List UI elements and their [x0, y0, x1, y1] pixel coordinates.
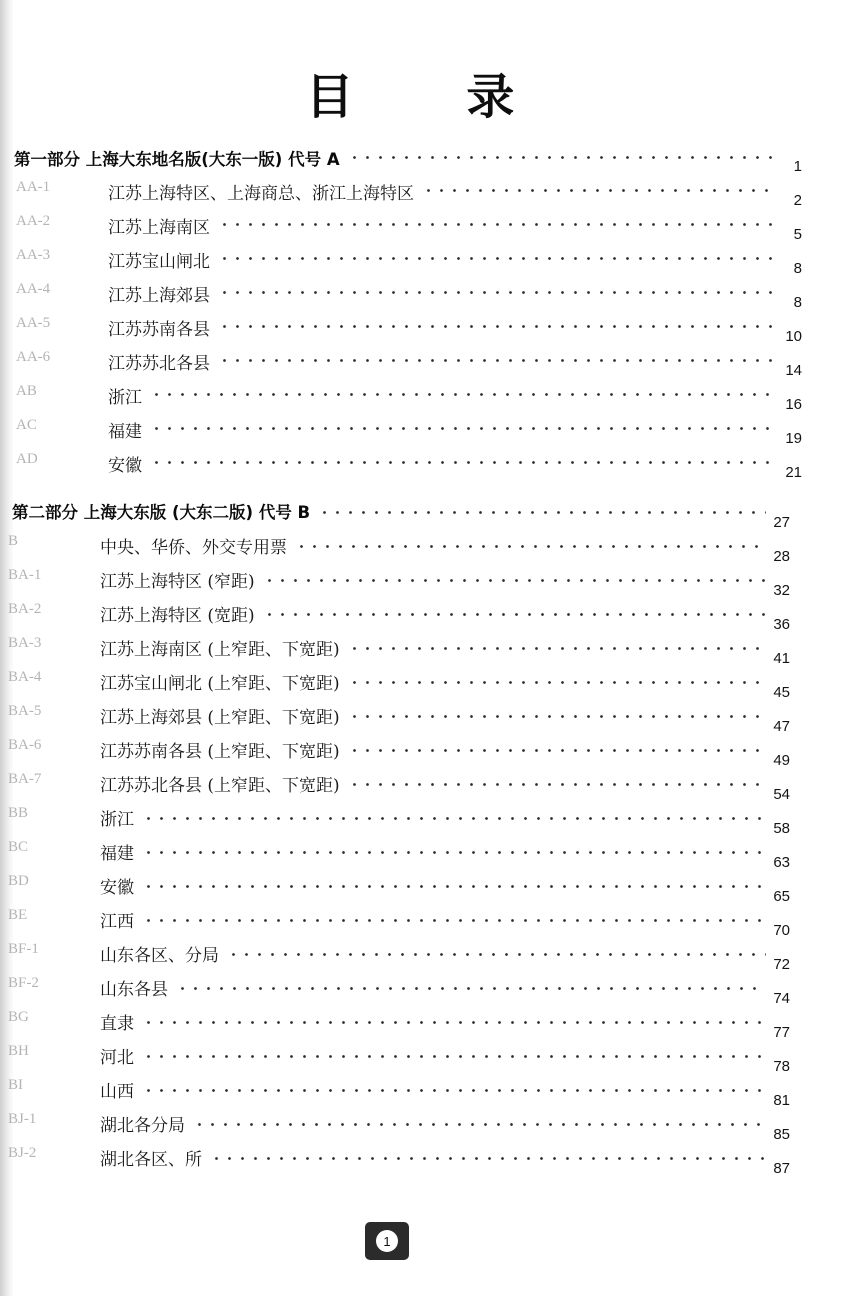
toc-entry	[0, 839, 863, 873]
toc-entry-label: 江苏宝山闸北 (上窄距、下宽距)	[100, 674, 340, 694]
dot-leader	[348, 647, 766, 650]
toc-page-number: 1	[793, 158, 802, 175]
dot-leader	[142, 851, 766, 854]
toc-entry	[0, 213, 863, 247]
toc-page-number: 78	[773, 1058, 790, 1075]
dot-leader	[193, 1123, 766, 1126]
toc-entry-code: BC	[8, 839, 29, 855]
toc-entry-label: 湖北各区、所	[100, 1150, 202, 1170]
toc-entry-label: 江苏苏北各县	[108, 354, 210, 374]
toc-page-number: 81	[773, 1092, 790, 1109]
dot-leader	[142, 1055, 766, 1058]
toc-page-number: 8	[793, 294, 802, 311]
toc-page-number: 19	[785, 430, 802, 447]
toc-entry-label: 山西	[100, 1082, 134, 1102]
toc-page-number: 28	[773, 548, 790, 565]
toc-entry	[0, 349, 863, 383]
toc-page-number: 45	[773, 684, 790, 701]
toc-entry-code: BA-7	[8, 771, 42, 787]
dot-leader	[150, 393, 778, 396]
toc-entry	[0, 941, 863, 975]
toc-entry-label: 江苏苏南各县	[108, 320, 210, 340]
toc-entry	[0, 1145, 863, 1179]
toc-entry-code: BJ-1	[8, 1111, 37, 1127]
dot-leader	[218, 223, 778, 226]
toc-entry-label: 浙江	[108, 388, 142, 408]
toc-page-number: 10	[785, 328, 802, 345]
toc-entry-label: 湖北各分局	[100, 1116, 185, 1136]
dot-leader	[422, 189, 778, 192]
dot-leader	[218, 359, 778, 362]
toc-entry-code: AA-1	[16, 179, 51, 195]
dot-leader	[348, 681, 766, 684]
toc-page-number: 70	[773, 922, 790, 939]
toc-entry-label: 中央、华侨、外交专用票	[100, 538, 287, 558]
toc-entry-code: BA-2	[8, 601, 42, 617]
toc-entry	[0, 975, 863, 1009]
toc-page-number: 58	[773, 820, 790, 837]
dot-leader	[318, 511, 766, 514]
dot-leader	[150, 461, 778, 464]
toc-entry	[0, 635, 863, 669]
toc-page-number: 36	[773, 616, 790, 633]
toc-page-number: 72	[773, 956, 790, 973]
toc-entry-label: 江苏宝山闸北	[108, 252, 210, 272]
toc-entry-code: BH	[8, 1043, 29, 1059]
toc-entry	[0, 315, 863, 349]
toc-entry	[0, 873, 863, 907]
toc-entry-code: BF-2	[8, 975, 39, 991]
toc-entry-label: 山东各县	[100, 980, 168, 1000]
dot-leader	[210, 1157, 766, 1160]
dot-leader	[348, 156, 778, 159]
dot-leader	[295, 545, 766, 548]
toc-entry-code: BJ-2	[8, 1145, 37, 1161]
toc-entry	[0, 771, 863, 805]
toc-entry-code: BB	[8, 805, 29, 821]
toc-entry-label: 江苏上海郊县	[108, 286, 210, 306]
toc-page-number: 32	[773, 582, 790, 599]
toc-part-title: 第二部分 上海大东版 (大东二版) 代号 B	[12, 503, 311, 522]
toc-page-number: 87	[773, 1160, 790, 1177]
toc-entry	[0, 1043, 863, 1077]
dot-leader	[142, 1089, 766, 1092]
toc-entry-code: BI	[8, 1077, 23, 1093]
dot-leader	[176, 987, 766, 990]
toc-entry-code: BA-4	[8, 669, 42, 685]
dot-leader	[263, 579, 766, 582]
toc-entry	[0, 179, 863, 213]
toc-entry-label: 直隶	[100, 1014, 134, 1034]
toc-entry-code: AB	[16, 383, 37, 399]
toc-entry	[0, 907, 863, 941]
toc-page-number: 2	[793, 192, 802, 209]
toc-entry-label: 河北	[100, 1048, 134, 1068]
dot-leader	[348, 749, 766, 752]
toc-entry-label: 安徽	[108, 456, 142, 476]
toc-entry-code: BE	[8, 907, 28, 923]
toc-page-number: 54	[773, 786, 790, 803]
toc-entry-label: 江苏苏南各县 (上窄距、下宽距)	[100, 742, 340, 762]
toc-page-number: 27	[773, 514, 790, 531]
toc-page-number: 41	[773, 650, 790, 667]
dot-leader	[348, 783, 766, 786]
toc-entry-code: AA-3	[16, 247, 51, 263]
toc-entry-code: AA-2	[16, 213, 51, 229]
dot-leader	[218, 257, 778, 260]
toc-entry-label: 安徽	[100, 878, 134, 898]
toc-entry	[0, 1111, 863, 1145]
dot-leader	[142, 1021, 766, 1024]
toc-entry-label: 江苏上海南区	[108, 218, 210, 238]
toc-entry	[0, 247, 863, 281]
toc-entry	[0, 417, 863, 451]
dot-leader	[218, 325, 778, 328]
toc-part-title: 第一部分 上海大东地名版(大东一版) 代号 A	[14, 150, 340, 169]
toc-page-number: 74	[773, 990, 790, 1007]
toc-entry	[0, 669, 863, 703]
page-number: 1	[376, 1230, 398, 1252]
toc-entry-code: BA-1	[8, 567, 42, 583]
toc-entry-label: 江苏上海特区 (宽距)	[100, 606, 255, 626]
toc-entry	[0, 383, 863, 417]
toc-entry-code: AA-6	[16, 349, 51, 365]
toc-entry-label: 福建	[100, 844, 134, 864]
toc-entry-label: 江苏上海郊县 (上窄距、下宽距)	[100, 708, 340, 728]
toc-entry-label: 山东各区、分局	[100, 946, 219, 966]
toc-entry-code: AA-4	[16, 281, 51, 297]
toc-entry-code: AD	[16, 451, 38, 467]
toc-entry-code: AC	[16, 417, 37, 433]
dot-leader	[263, 613, 766, 616]
page-number-badge	[365, 1222, 409, 1260]
toc-entry-label: 福建	[108, 422, 142, 442]
toc-entry-code: BD	[8, 873, 29, 889]
toc-entry	[0, 805, 863, 839]
toc-entry	[0, 567, 863, 601]
toc-page-number: 47	[773, 718, 790, 735]
toc-entry-code: B	[8, 533, 19, 549]
toc-entry	[0, 533, 863, 567]
toc-page-number: 65	[773, 888, 790, 905]
dot-leader	[142, 919, 766, 922]
toc-entry-code: BA-6	[8, 737, 42, 753]
toc-page-number: 85	[773, 1126, 790, 1143]
toc-entry-code: AA-5	[16, 315, 51, 331]
toc-page-number: 14	[785, 362, 802, 379]
dot-leader	[348, 715, 766, 718]
toc-entry	[0, 703, 863, 737]
dot-leader	[150, 427, 778, 430]
toc-page-number: 5	[793, 226, 802, 243]
toc-entry	[0, 737, 863, 771]
dot-leader	[142, 885, 766, 888]
toc-page-number: 21	[785, 464, 802, 481]
toc-entry	[0, 281, 863, 315]
toc-entry-label: 江苏上海特区 (窄距)	[100, 572, 255, 592]
toc-entry-code: BA-5	[8, 703, 42, 719]
dot-leader	[218, 291, 778, 294]
toc-entry	[0, 1009, 863, 1043]
toc-entry	[0, 451, 863, 485]
toc-part-heading	[0, 146, 863, 180]
toc-page-number: 49	[773, 752, 790, 769]
toc-entry-code: BG	[8, 1009, 29, 1025]
toc-part-heading	[0, 499, 863, 533]
toc-page-number: 63	[773, 854, 790, 871]
toc-entry-label: 浙江	[100, 810, 134, 830]
toc-entry-label: 江苏苏北各县 (上窄距、下宽距)	[100, 776, 340, 796]
toc-page-number: 77	[773, 1024, 790, 1041]
dot-leader	[227, 953, 766, 956]
toc-page-number: 8	[793, 260, 802, 277]
toc-entry-label: 江苏上海特区、上海商总、浙江上海特区	[108, 184, 414, 204]
dot-leader	[142, 817, 766, 820]
toc-entry-label: 江苏上海南区 (上窄距、下宽距)	[100, 640, 340, 660]
toc-entry-label: 江西	[100, 912, 134, 932]
toc-page-number: 16	[785, 396, 802, 413]
toc-entry	[0, 1077, 863, 1111]
toc-entry	[0, 601, 863, 635]
toc-entry-code: BA-3	[8, 635, 42, 651]
page-title: 目 录	[305, 69, 563, 125]
toc-entry-code: BF-1	[8, 941, 39, 957]
